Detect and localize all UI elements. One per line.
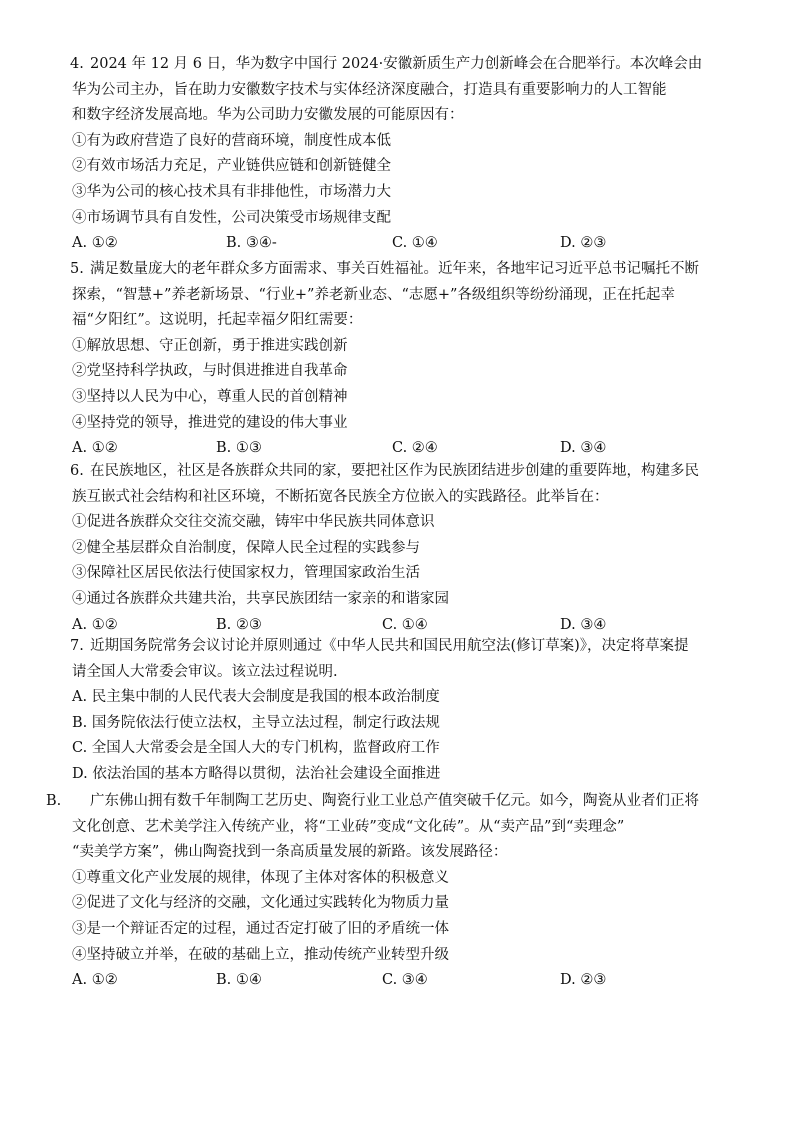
statement-item: ④坚持破立并举，在破的基础上立，推动传统产业转型升级 xyxy=(72,946,449,963)
question-4 xyxy=(70,52,746,257)
option-c[interactable]: C. ①④ xyxy=(382,616,428,633)
statement-item: ③华为公司的核心技术具有非排他性，市场潜力大 xyxy=(72,183,391,200)
option-a[interactable]: A. 民主集中制的人民代表大会制度是我国的根本政治制度 xyxy=(72,689,440,706)
statement-item: ①促进各族群众交往交流交融，铸牢中华民族共同体意识 xyxy=(72,514,435,531)
statement-item: ②促进了文化与经济的交融，文化通过实践转化为物质力量 xyxy=(72,895,449,912)
question-stem-line: 在民族地区，社区是各族群众共同的家，要把社区作为民族团结进步创建的重要阵地，构建多民 xyxy=(90,463,699,479)
option-b[interactable]: B. ①④ xyxy=(216,972,262,989)
question-stem-line: 族互嵌式社会结构和社区环境，不断拓宽各民族全方位嵌入的实践路径。此举旨在： xyxy=(72,488,609,505)
question-6 xyxy=(70,459,746,638)
question-stem-line: 请全国人大常委会审议。该立法过程说明. xyxy=(72,663,338,680)
option-c[interactable]: C. ②④ xyxy=(392,440,438,457)
question-stem-line: 文化创意、艺术美学注入传统产业，将“工业砖”变成“文化砖”。从“卖产品”到“卖理念” xyxy=(72,818,625,835)
question-number: 6. xyxy=(70,463,84,479)
option-b[interactable]: B. ①③ xyxy=(216,440,262,457)
answer-options xyxy=(70,436,746,462)
question-stem-line: 华为公司主办，旨在助力安徽数字技术与实体经济深度融合，打造具有重要影响力的人工智能 xyxy=(72,81,667,98)
question-stem-line: 近期国务院常务会议讨论并原则通过《中华人民共和国民用航空法(修订草案)》，决定将草案提 xyxy=(90,638,689,654)
statement-item: ③保障社区居民依法行使国家权力，管理国家政治生活 xyxy=(72,565,420,582)
question-stem-line: “卖美学方案”，佛山陶瓷找到一条高质量发展的新路。该发展路径： xyxy=(72,844,508,861)
statement-item: ①解放思想、守正创新，勇于推进实践创新 xyxy=(72,337,348,354)
option-d[interactable]: D. ③④ xyxy=(560,616,607,633)
question-number: B. xyxy=(46,793,62,809)
question-number: 4. xyxy=(70,56,84,72)
option-c[interactable]: C. 全国人大常委会是全国人大的专门机构，监督政府工作 xyxy=(72,740,440,757)
option-d[interactable]: D. ②③ xyxy=(560,235,607,252)
statement-item: ①尊重文化产业发展的规律，体现了主体对客体的积极意义 xyxy=(72,869,449,886)
question-stem-line: 和数字经济发展高地。华为公司助力安徽发展的可能原因有： xyxy=(72,107,464,124)
question-number: 7. xyxy=(70,638,84,654)
question-8 xyxy=(46,789,746,994)
option-a[interactable]: A. ①② xyxy=(72,972,118,989)
statement-item: ③坚持以人民为中心，尊重人民的首创精神 xyxy=(72,388,348,405)
statement-item: ②健全基层群众自治制度，保障人民全过程的实践参与 xyxy=(72,539,420,556)
option-b[interactable]: B. ③④- xyxy=(226,235,277,252)
question-5 xyxy=(70,257,746,462)
answer-options xyxy=(70,231,746,257)
statement-item: ③是一个辩证否定的过程，通过否定打破了旧的矛盾统一体 xyxy=(72,920,449,937)
option-c[interactable]: C. ①④ xyxy=(392,235,438,252)
answer-options xyxy=(70,968,746,994)
question-stem-line: 满足数量庞大的老年群众多方面需求、事关百姓福祉。近年来，各地牢记习近平总书记嘱托不断 xyxy=(90,261,699,277)
statement-item: ②有效市场活力充足，产业链供应链和创新链健全 xyxy=(72,158,391,175)
option-d[interactable]: D. 依法治国的基本方略得以贯彻，法治社会建设全面推进 xyxy=(72,765,441,782)
question-7 xyxy=(70,634,746,788)
option-a[interactable]: A. ①② xyxy=(72,616,118,633)
question-stem-line: 福“夕阳红”。这说明，托起幸福夕阳红需要： xyxy=(72,312,363,329)
option-b[interactable]: B. ②③ xyxy=(216,616,262,633)
option-b[interactable]: B. 国务院依法行使立法权，主导立法过程，制定行政法规 xyxy=(72,714,440,731)
statement-item: ①有为政府营造了良好的营商环境，制度性成本低 xyxy=(72,132,391,149)
question-stem-line: 探索，“智慧+”养老新场景、“行业+”养老新业态、“志愿+”各级组织等纷纷涌现，正在托起幸 xyxy=(72,286,675,303)
option-d[interactable]: D. ③④ xyxy=(560,440,607,457)
question-number: 5. xyxy=(70,261,84,277)
option-a[interactable]: A. ①② xyxy=(72,235,118,252)
option-a[interactable]: A. ①② xyxy=(72,440,118,457)
statement-item: ④通过各族群众共建共治，共享民族团结一家亲的和谐家园 xyxy=(72,590,449,607)
option-d[interactable]: D. ②③ xyxy=(560,972,607,989)
statement-item: ④市场调节具有自发性，公司决策受市场规律支配 xyxy=(72,209,391,226)
question-stem-line: 广东佛山拥有数千年制陶工艺历史、陶瓷行业工业总产值突破千亿元。如今，陶瓷从业者们正将 xyxy=(90,793,699,809)
question-stem-line: 2024 年 12 月 6 日，华为数字中国行 2024·安徽新质生产力创新峰会在合肥举行。本次峰会由 xyxy=(90,56,703,72)
option-c[interactable]: C. ③④ xyxy=(382,972,428,989)
statement-item: ④坚持党的领导，推进党的建设的伟大事业 xyxy=(72,414,348,431)
statement-item: ②党坚持科学执政，与时俱进推进自我革命 xyxy=(72,363,348,380)
